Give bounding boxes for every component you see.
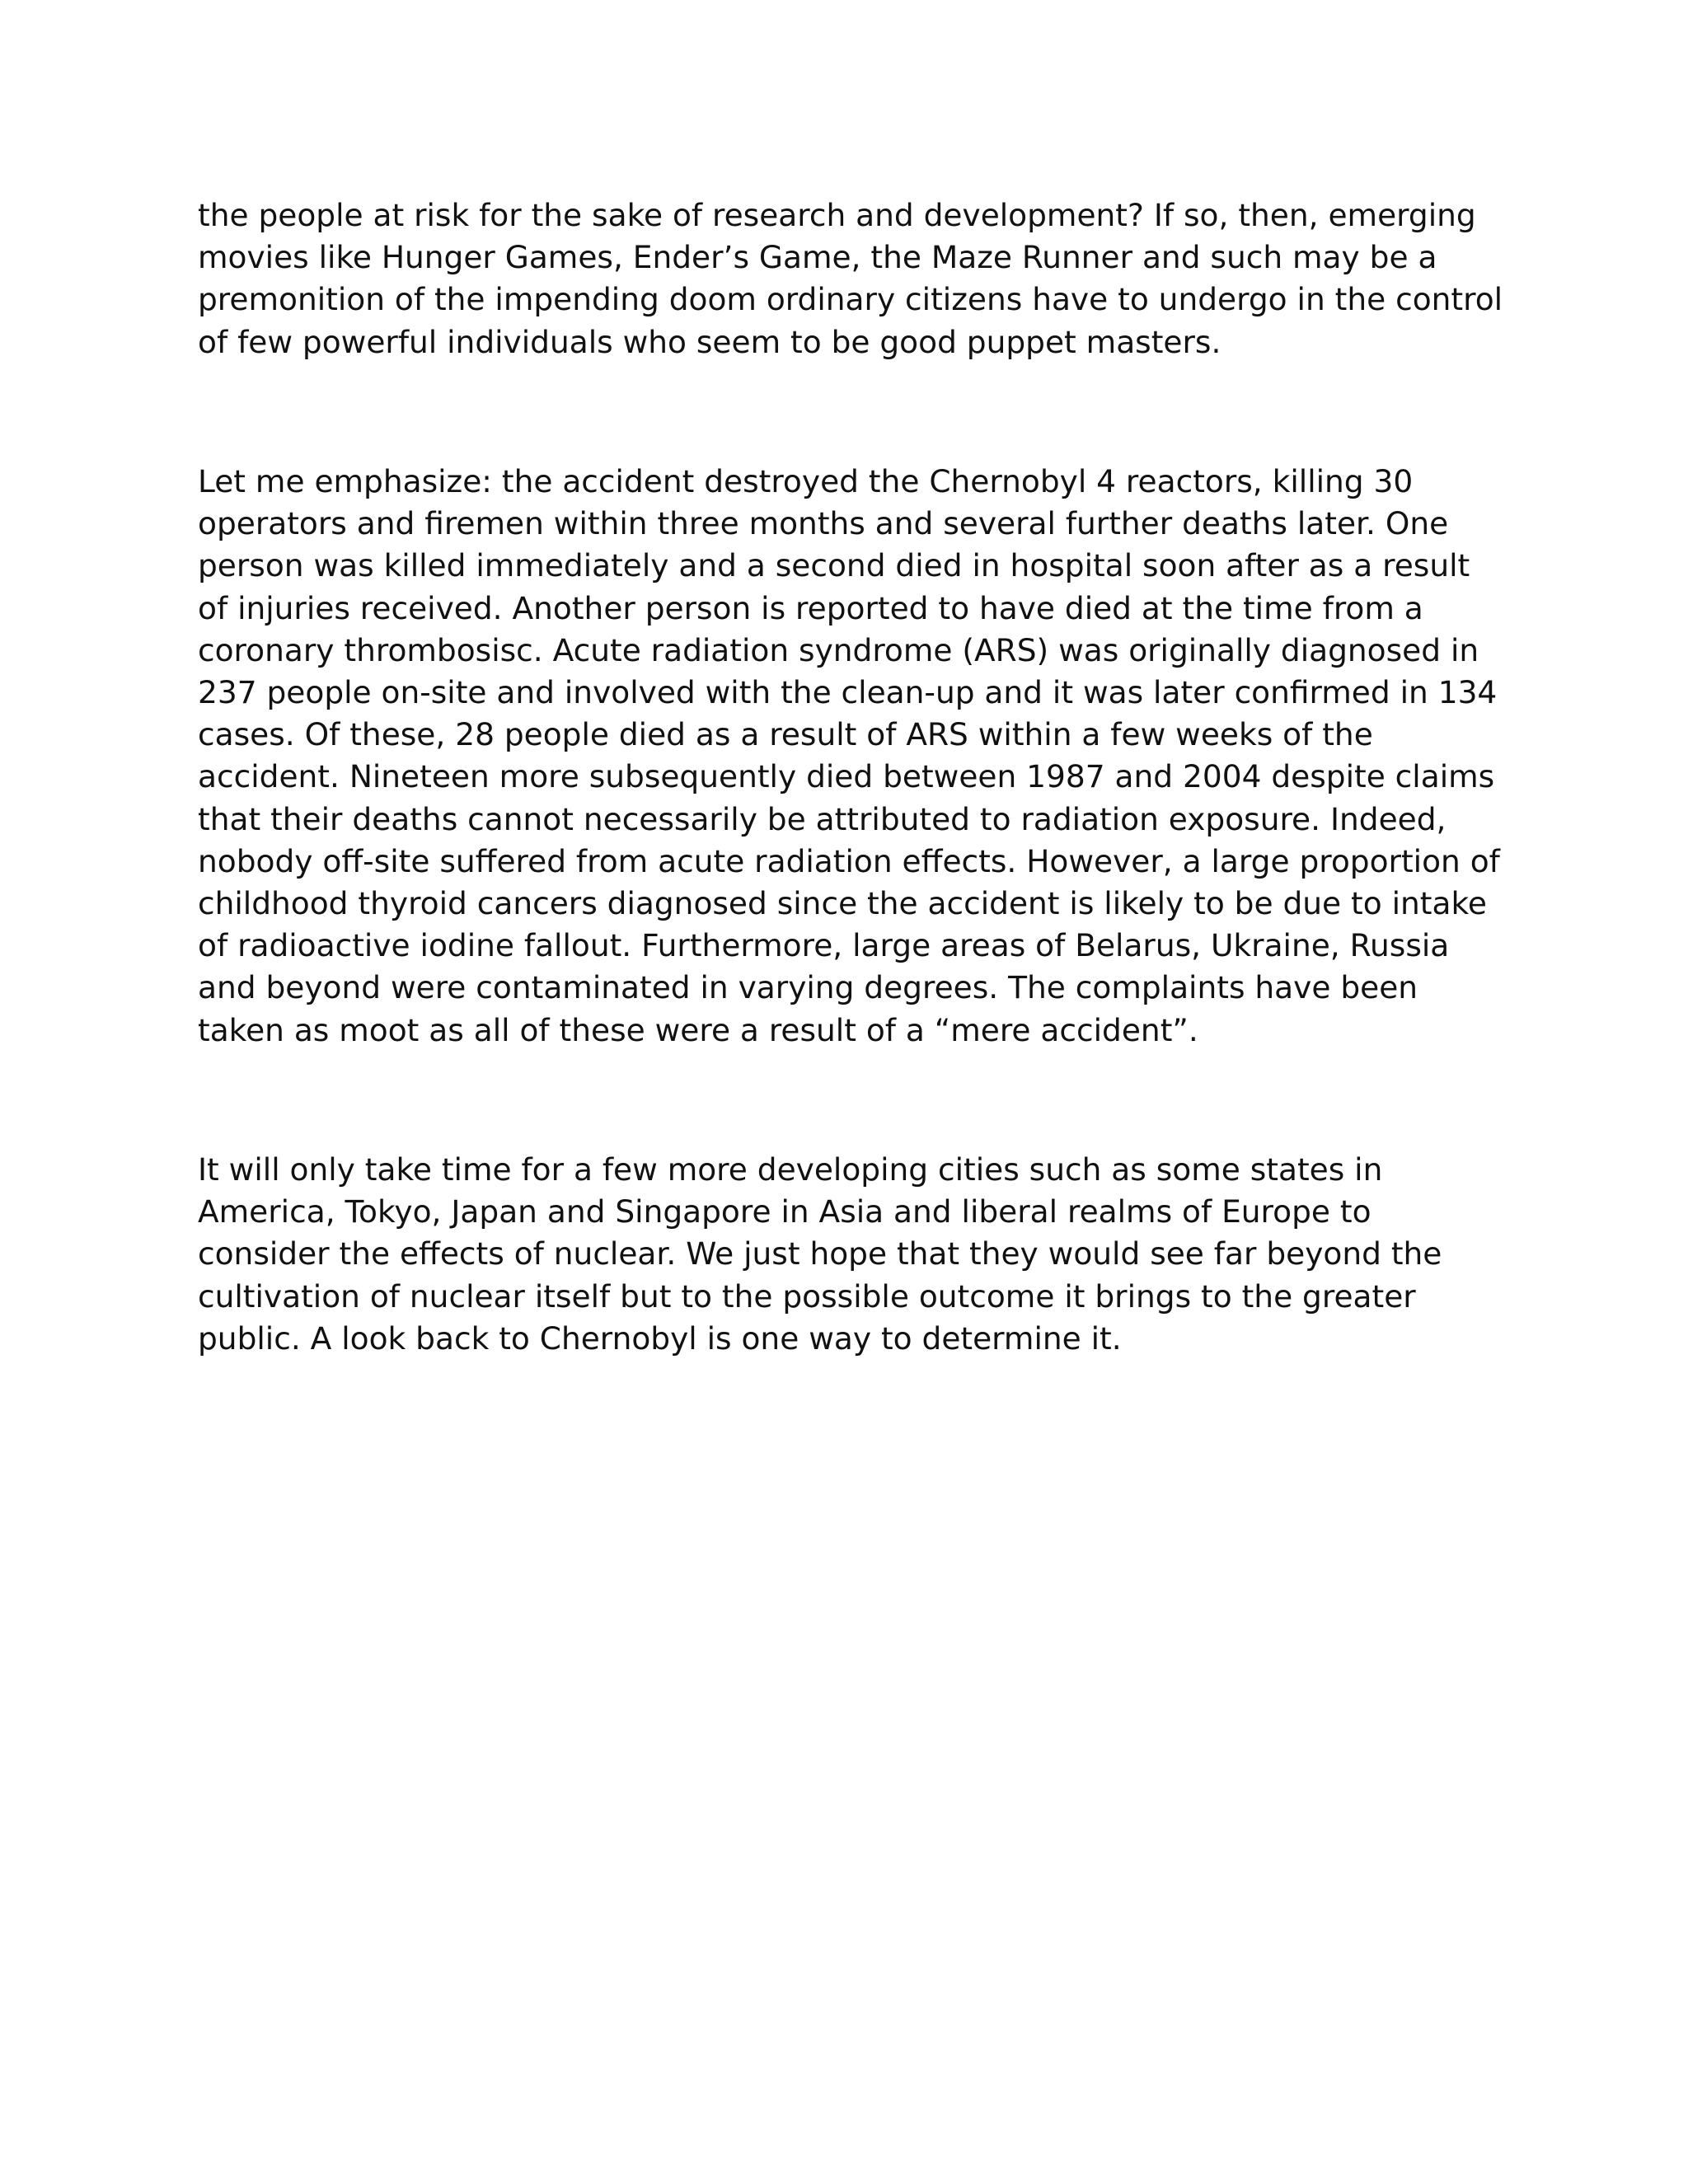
paragraph-line: person was killed immediately and a second died in hospital soon after as a result bbox=[198, 547, 1470, 584]
paragraph-line: It will only take time for a few more developing cities such as some states in bbox=[198, 1151, 1383, 1188]
paragraph-line: consider the effects of nuclear. We just hope that they would see far beyond the bbox=[198, 1235, 1442, 1272]
paragraph-line: taken as moot as all of these were a result of a “mere accident”. bbox=[198, 1011, 1198, 1048]
paragraph-line: Let me emphasize: the accident destroyed the Chernobyl 4 reactors, killing 30 bbox=[198, 463, 1414, 499]
paragraph-line: and beyond were contaminated in varying degrees. The complaints have been bbox=[198, 969, 1418, 1006]
paragraph-line: of injuries received. Another person is reported to have died at the time from a bbox=[198, 589, 1423, 626]
paragraph-line: nobody off-site suffered from acute radiation effects. However, a large proportion of bbox=[198, 842, 1500, 879]
paragraph-line: public. A look back to Chernobyl is one way to determine it. bbox=[198, 1319, 1122, 1357]
paragraph-line: coronary thrombosisc. Acute radiation syndrome (ARS) was originally diagnosed in bbox=[198, 631, 1479, 668]
paragraph-line: of radioactive iodine fallout. Furthermore, large areas of Belarus, Ukraine, Russia bbox=[198, 927, 1450, 964]
paragraph-line: accident. Nineteen more subsequently died between 1987 and 2004 despite claims bbox=[198, 758, 1495, 795]
paragraph-3 bbox=[198, 1149, 1500, 1360]
paragraph-line: America, Tokyo, Japan and Singapore in Asia and liberal realms of Europe to bbox=[198, 1193, 1372, 1230]
paragraph-line: of few powerful individuals who seem to be good puppet masters. bbox=[198, 323, 1221, 360]
paragraph-1 bbox=[198, 194, 1503, 363]
paragraph-line: that their deaths cannot necessarily be attributed to radiation exposure. Indeed, bbox=[198, 800, 1447, 837]
paragraph-line: operators and firemen within three months and several further deaths later. One bbox=[198, 505, 1449, 542]
paragraph-line: 237 people on-site and involved with the clean-up and it was later confirmed in 134 bbox=[198, 674, 1498, 711]
paragraph-line: cases. Of these, 28 people died as a result of ARS within a few weeks of the bbox=[198, 716, 1373, 753]
paragraph-line: premonition of the impending doom ordinary citizens have to undergo in the control bbox=[198, 281, 1503, 318]
paragraph-line: childhood thyroid cancers diagnosed since the accident is likely to be due to intake bbox=[198, 885, 1487, 922]
paragraph-line: cultivation of nuclear itself but to the possible outcome it brings to the greater bbox=[198, 1277, 1416, 1315]
paragraph-line: the people at risk for the sake of research and development? If so, then, emerging bbox=[198, 197, 1476, 233]
paragraph-2 bbox=[198, 461, 1500, 1052]
paragraph-line: movies like Hunger Games, Ender’s Game, the Maze Runner and such may be a bbox=[198, 239, 1437, 276]
